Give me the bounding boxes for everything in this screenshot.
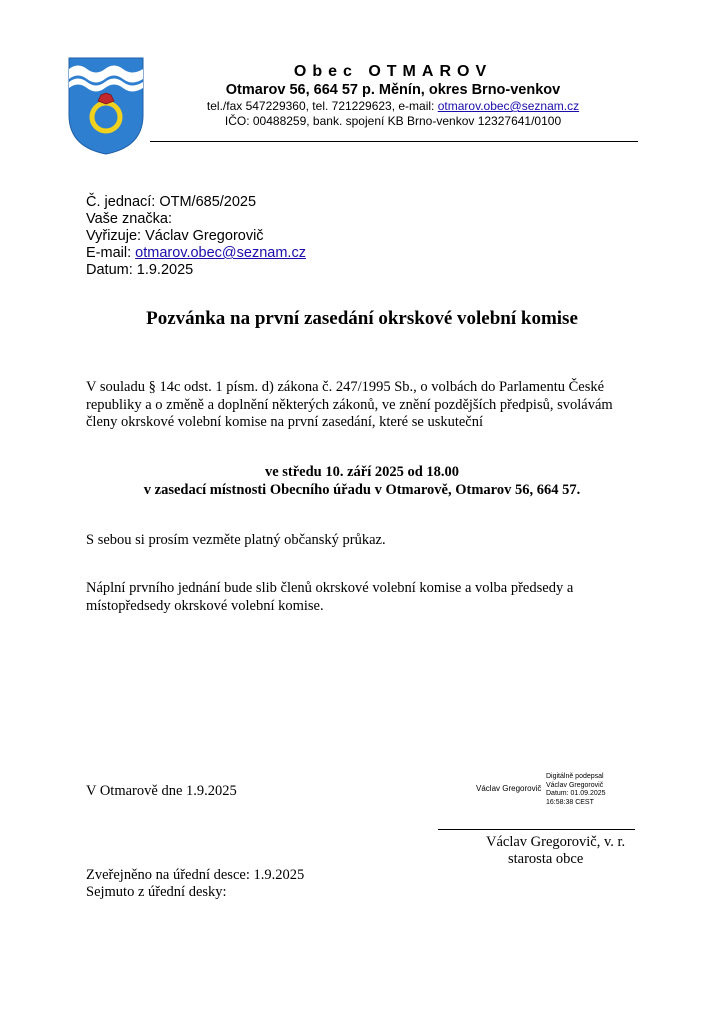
- signer-block: [486, 834, 625, 868]
- posting-info: [86, 867, 304, 901]
- email-row: [86, 245, 306, 262]
- municipality-title: Obec OTMAROV: [293, 63, 493, 80]
- digital-signature-info: [546, 773, 606, 807]
- paragraph-agenda: Náplní prvního jednání bude slib členů okrskové volební komise a volba předsedy a místopředsedy okrskové volební komise.: [86, 580, 574, 614]
- reference-block: [86, 194, 306, 279]
- header-divider: [150, 141, 638, 142]
- company-id-bank: IČO: 00488259, bank. spojení KB Brno-venkov 12327641/0100: [224, 114, 562, 128]
- digital-signature-line: Datum: 01.09.2025: [546, 790, 606, 797]
- email-label: E-mail:: [86, 245, 136, 261]
- meeting-datetime: ve středu 10. září 2025 od 18.00: [264, 464, 460, 480]
- paragraph-intro: V souladu § 14c odst. 1 písm. d) zákona č. 247/1995 Sb., o volbách do Parlamentu České republiky a o změně a doplnění některých zákonů, ve znění pozdějších předpisů, svolávám členy okrskové volební komise na první zasedání, které se uskuteční: [86, 379, 613, 430]
- municipality-address: Otmarov 56, 664 57 p. Měnín, okres Brno-venkov: [225, 82, 561, 98]
- municipality-contact: [148, 99, 638, 129]
- contact-email-link[interactable]: otmarov.obec@seznam.cz: [437, 99, 580, 113]
- meeting-details: [0, 463, 724, 499]
- your-reference: Vaše značka:: [86, 211, 172, 227]
- municipal-coat-of-arms-icon: [68, 57, 144, 155]
- digital-signature-line: Václav Gregorovič: [546, 781, 604, 789]
- email-link[interactable]: otmarov.obec@seznam.cz: [135, 245, 306, 261]
- signature-line: [438, 829, 635, 830]
- digital-signature-line: Digitálně podepsal: [546, 773, 604, 780]
- signer-role: starosta obce: [508, 851, 584, 867]
- document-heading: Pozvánka na první zasedání okrskové volební komise: [146, 308, 578, 329]
- digital-signature-name: Václav Gregorovič: [476, 784, 542, 793]
- contact-phones: tel./fax 547229360, tel. 721229623, e-mail:: [206, 99, 438, 113]
- case-number: Č. jednací: OTM/685/2025: [86, 194, 257, 210]
- place-and-date: V Otmarově dne 1.9.2025: [86, 783, 237, 799]
- digital-signature-line: 16:58:38 CEST: [546, 798, 594, 806]
- posted-date: Zveřejněno na úřední desce: 1.9.2025: [86, 867, 305, 883]
- paragraph-id-card: S sebou si prosím vezměte platný občanský průkaz.: [86, 532, 386, 548]
- meeting-location: v zasedací místnosti Obecního úřadu v Otmarově, Otmarov 56, 664 57.: [143, 482, 581, 498]
- removed-date: Sejmuto z úřední desky:: [86, 884, 227, 900]
- signer-name: Václav Gregorovič, v. r.: [486, 834, 626, 850]
- handled-by: Vyřizuje: Václav Gregorovič: [86, 228, 264, 244]
- document-date: Datum: 1.9.2025: [86, 262, 194, 278]
